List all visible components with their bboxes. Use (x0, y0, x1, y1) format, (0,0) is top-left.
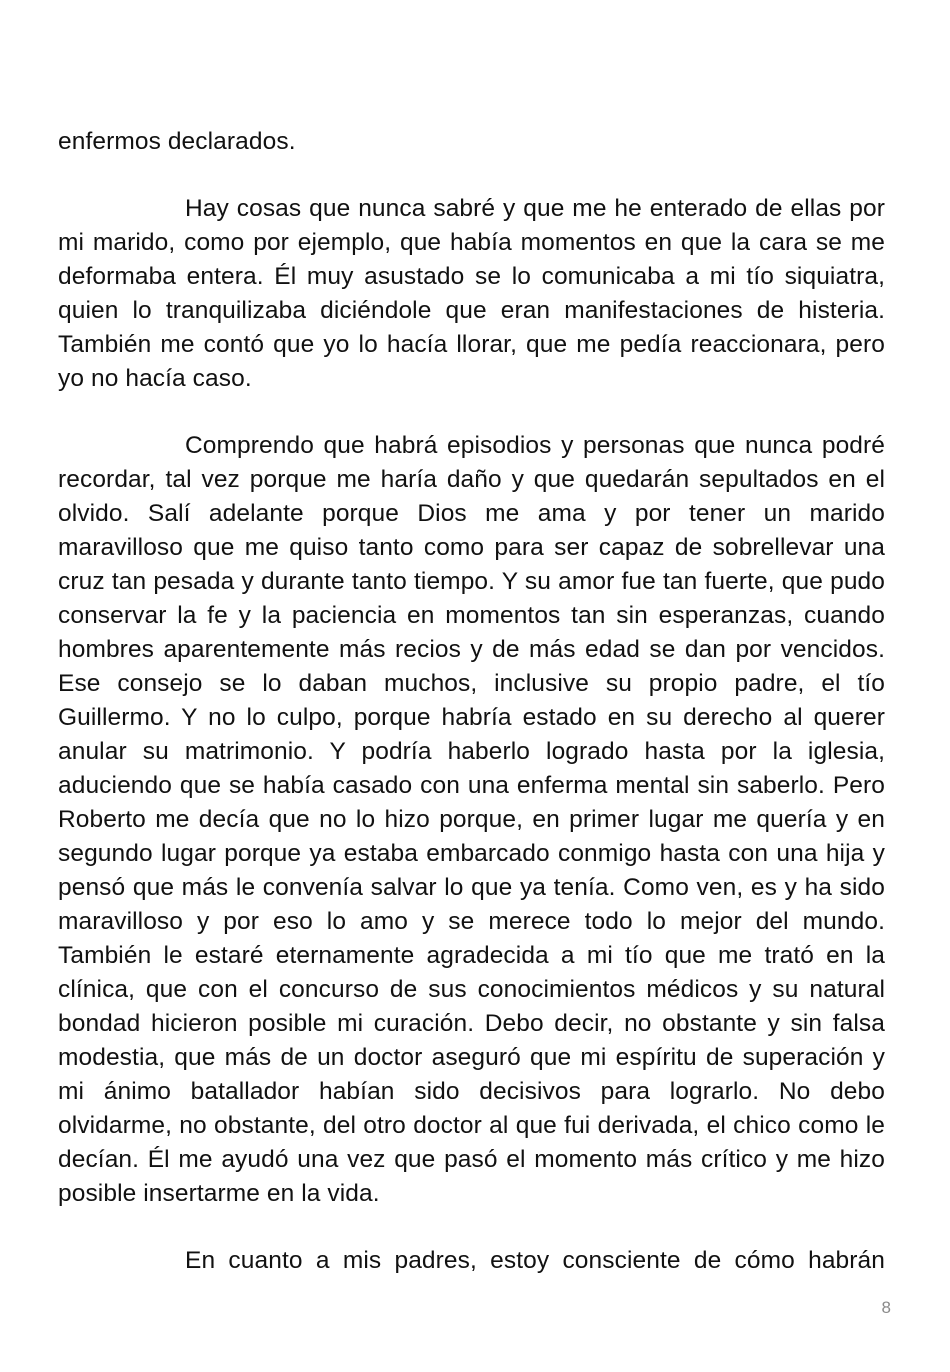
page-number: 8 (881, 1298, 891, 1317)
paragraph-parents: En cuanto a mis padres, estoy consciente de cómo habrán (185, 1247, 885, 1274)
page-body (58, 125, 885, 1311)
paragraph-recovery: Comprendo que habrá episodios y personas que nunca podré recordar, tal vez porque me haría daño y que quedarán sepultados en el olvido. Salí adelante porque Dios me ama y por tener un marido maravilloso que me quiso tanto como para ser capaz de sobrellevar una cruz tan pesada y durante tanto tiempo. Y su amor fue tan fuerte, que pudo conservar la fe y la paciencia en momentos tan sin esperanzas, cuando hombres aparentemente más recios y de más edad se dan por vencidos. Ese consejo se lo daban muchos, inclusive su propio padre, el tío Guillermo. Y no lo culpo, porque habría estado en su derecho al querer anular su matrimonio. Y podría haberlo logrado hasta por la iglesia, aduciendo que se había casado con una enferma mental sin saberlo. Pero Roberto me decía que no lo hizo porque, en primer lugar me quería y en segundo lugar porque ya estaba embarcado conmigo hasta con una hija y pensó que más le convenía salvar lo que ya tenía. Como ven, es y ha sido maravilloso y por eso lo amo y se merece todo lo mejor del mundo. También le estaré eternamente agradecida a mi tío que me trató en la clínica, que con el concurso de sus conocimientos médicos y su natural bondad hicieron posible mi curación. Debo decir, no obstante y sin falsa modestia, que más de un doctor aseguró que mi espíritu de superación y mi ánimo batallador habían sido decisivos para lograrlo. No debo olvidarme, no obstante, del otro doctor al que fui derivada, el chico como le decían. Él me ayudó una vez que pasó el momento más crítico y me hizo posible insertarme en la vida. (58, 432, 885, 1207)
paragraph-continuation: enfermos declarados. (58, 128, 296, 155)
paragraph-husband-memories: Hay cosas que nunca sabré y que me he enterado de ellas por mi marido, como por ejemplo, que había momentos en que la cara se me deformaba entera. Él muy asustado se lo comunicaba a mi tío siquiatra, quien lo tranquilizaba diciéndole que eran manifestaciones de histeria. También me contó que yo lo hacía llorar, que me pedía reaccionara, pero yo no hacía caso. (58, 195, 885, 392)
